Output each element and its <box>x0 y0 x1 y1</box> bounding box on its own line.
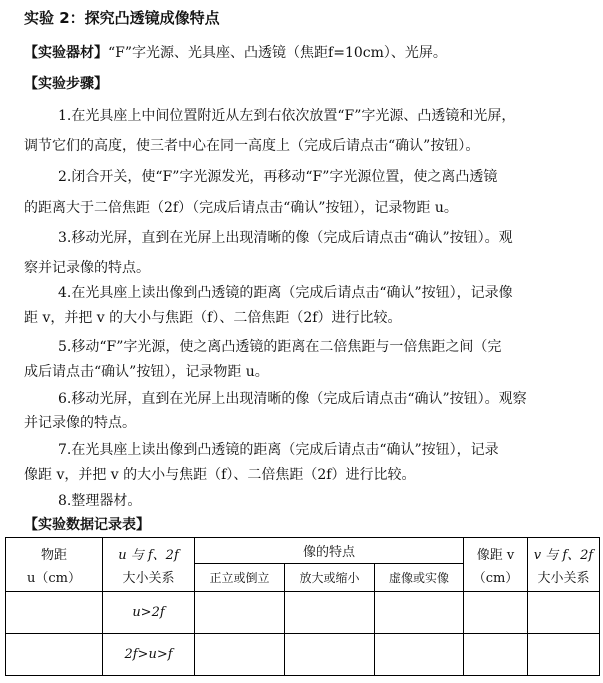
cell-object-distance <box>6 592 103 634</box>
experiment-title: 实验 2：探究凸透镜成像特点 <box>24 9 220 27</box>
step-line-1: 1.在光具座上中间位置附近从左到右依次放置“F”字光源、凸透镜和光屏， <box>58 108 516 124</box>
step-line-9: 5.移动“F”字光源，使之离凸透镜的距离在二倍焦距与一倍焦距之间（完 <box>58 339 502 355</box>
step-line-14: 像距 v，并把 v 的大小与焦距（f）、二倍焦距（2f）进行比较。 <box>24 467 416 483</box>
header-v-relation-line1: v 与 f、2f <box>533 547 594 563</box>
step-line-5: 3.移动光屏，直到在光屏上出现清晰的像（完成后请点击“确认”按钮）。观 <box>58 230 513 246</box>
cell-image-distance <box>464 634 528 676</box>
header-image-distance-line1: 像距 v <box>476 547 515 563</box>
header-u-relation-line1: u 与 f、2f <box>118 547 179 563</box>
header-image-features: 像的特点 <box>195 538 464 564</box>
header-enlarged-or-reduced: 放大或缩小 <box>285 564 375 592</box>
cell-size <box>285 634 375 676</box>
cell-u-relation: 2f>u>f <box>103 634 195 676</box>
step-line-10: 成后请点击“确认”按钮），记录物距 u。 <box>24 364 269 380</box>
header-object-distance-line2: u（cm） <box>27 570 81 586</box>
step-line-13: 7.在光具座上读出像到凸透镜的距离（完成后请点击“确认”按钮），记录 <box>58 442 499 458</box>
step-line-7: 4.在光具座上读出像到凸透镜的距离（完成后请点击“确认”按钮），记录像 <box>58 285 513 301</box>
step-line-11: 6.移动光屏，直到在光屏上出现清晰的像（完成后请点击“确认”按钮）。观察 <box>58 391 527 407</box>
header-image-distance <box>464 538 528 592</box>
materials-label: 【实验器材】 <box>24 45 108 61</box>
step-line-12: 并记录像的特点。 <box>24 415 136 431</box>
table-row <box>6 592 600 634</box>
materials-text: “F”字光源、光具座、凸透镜（焦距f=10cm）、光屏。 <box>108 45 447 61</box>
step-line-8: 距 v，并把 v 的大小与焦距（f）、二倍焦距（2f）进行比较。 <box>24 310 402 326</box>
table-heading: 【实验数据记录表】 <box>24 517 150 533</box>
materials-line <box>24 44 447 62</box>
cell-type <box>375 592 464 634</box>
step-line-4: 的距离大于二倍焦距（2f）（完成后请点击“确认”按钮），记录物距 u。 <box>24 200 458 216</box>
header-upright-or-inverted: 正立或倒立 <box>195 564 285 592</box>
cell-upright <box>195 592 285 634</box>
step-line-15: 8.整理器材。 <box>58 493 142 509</box>
cell-image-distance <box>464 592 528 634</box>
table-header-row <box>6 538 600 564</box>
header-object-distance-line1: 物距 <box>40 547 67 563</box>
data-record-table <box>5 537 600 676</box>
header-v-relation-line2: 大小关系 <box>537 570 590 586</box>
step-line-2: 调节它们的高度，使三者中心在同一高度上（完成后请点击“确认”按钮）。 <box>24 138 480 154</box>
cell-object-distance <box>6 634 103 676</box>
header-u-relation-line2: 大小关系 <box>122 570 175 586</box>
cell-size <box>285 592 375 634</box>
cell-type <box>375 634 464 676</box>
cell-upright <box>195 634 285 676</box>
cell-u-relation: u>2f <box>103 592 195 634</box>
header-image-distance-line2: （cm） <box>472 570 519 586</box>
step-line-6: 察并记录像的特点。 <box>24 260 150 276</box>
header-virtual-or-real: 虚像或实像 <box>375 564 464 592</box>
steps-heading: 【实验步骤】 <box>24 76 108 92</box>
header-v-relation <box>528 538 600 592</box>
table-row <box>6 634 600 676</box>
cell-v-relation <box>528 592 600 634</box>
step-line-3: 2.闭合开关，使“F”字光源发光，再移动“F”字光源位置，使之离凸透镜 <box>58 169 498 185</box>
header-u-relation <box>103 538 195 592</box>
header-object-distance <box>6 538 103 592</box>
cell-v-relation <box>528 634 600 676</box>
